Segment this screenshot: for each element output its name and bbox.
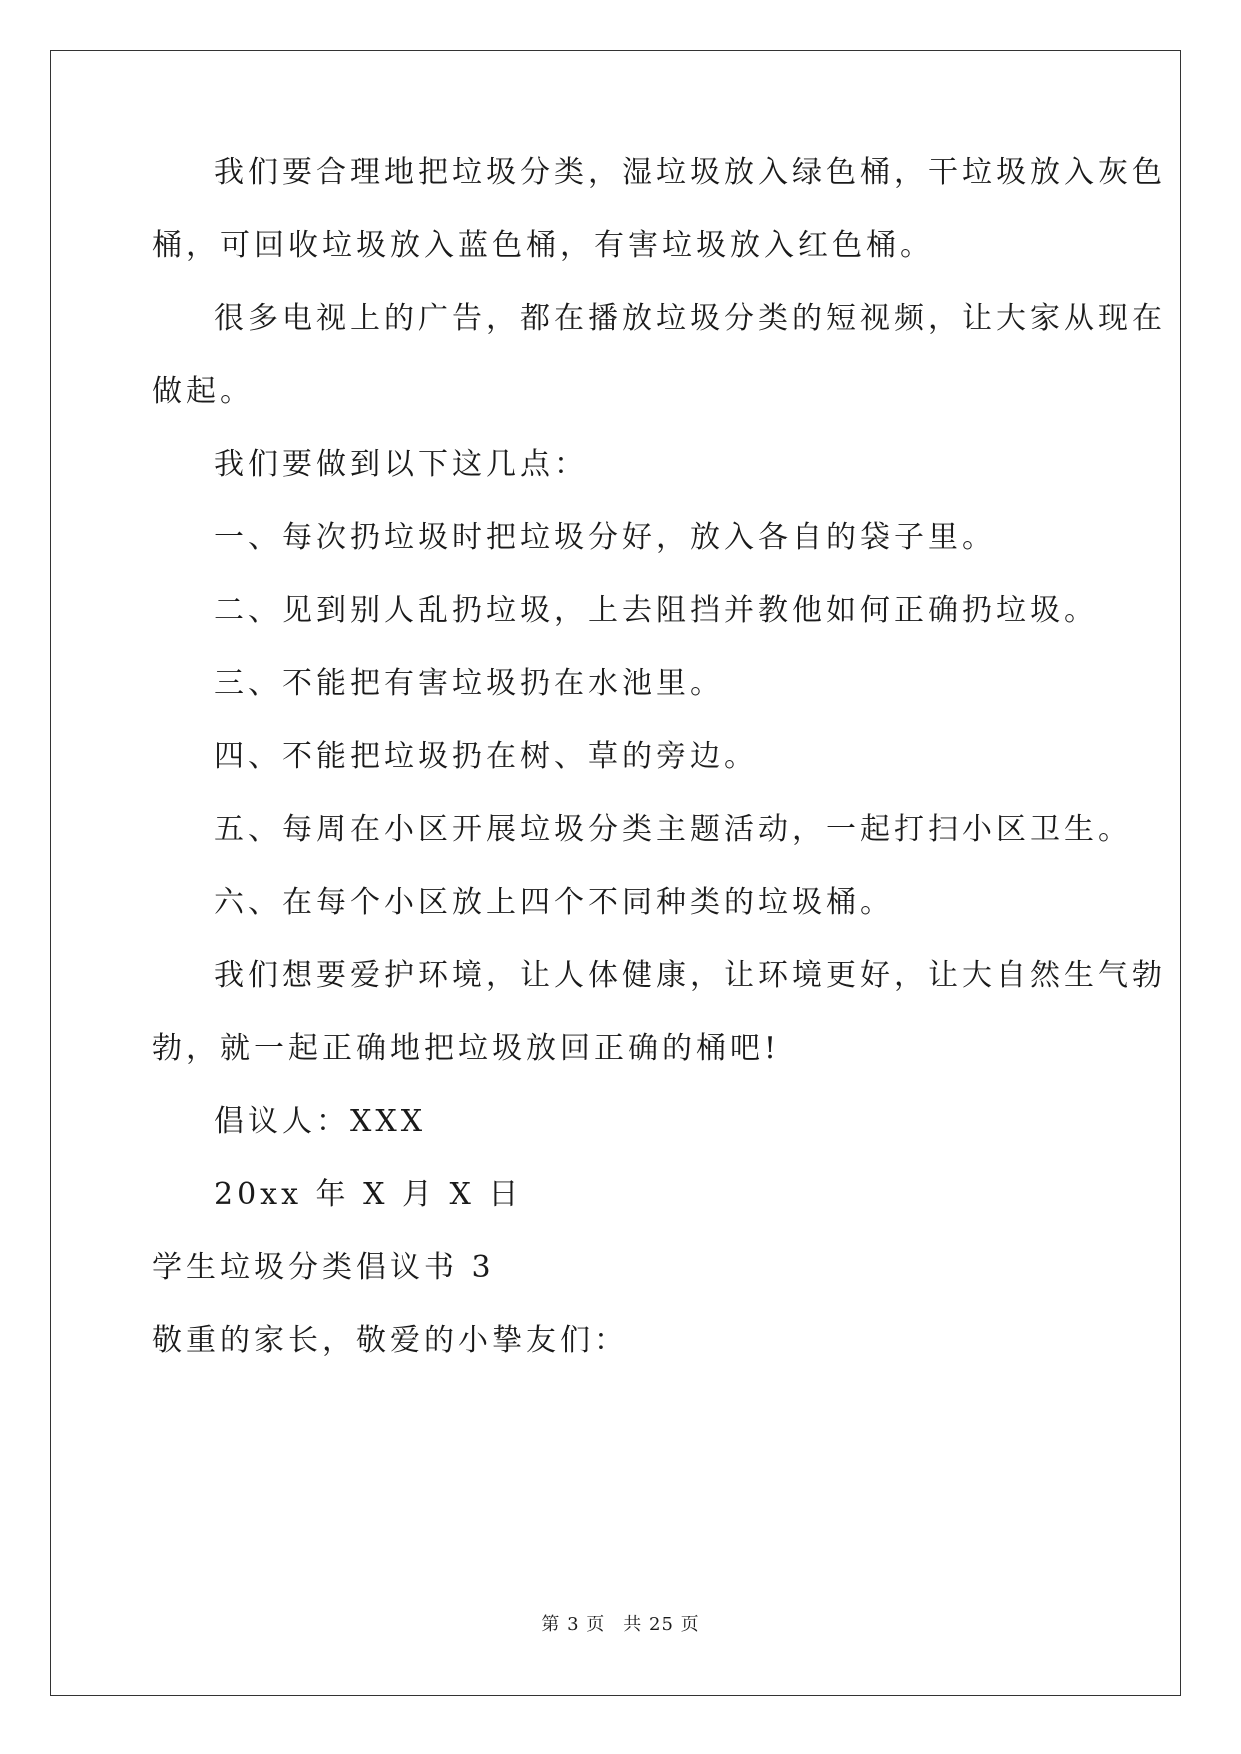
paragraph-line: 我们想要爱护环境，让人体健康，让环境更好，让大自然生气勃 bbox=[214, 958, 1166, 993]
list-item: 五、每周在小区开展垃圾分类主题活动，一起打扫小区卫生。 bbox=[214, 812, 1132, 847]
paragraph-line: 勃，就一起正确地把垃圾放回正确的桶吧! bbox=[152, 1031, 781, 1066]
paragraph-line: 很多电视上的广告，都在播放垃圾分类的短视频，让大家从现在 bbox=[214, 301, 1166, 336]
list-item: 六、在每个小区放上四个不同种类的垃圾桶。 bbox=[214, 885, 894, 920]
signature-line: 倡议人：XXX bbox=[214, 1104, 427, 1139]
page-number: 第 3 页 bbox=[541, 1614, 606, 1635]
page-border bbox=[50, 50, 1181, 1696]
paragraph-line: 做起。 bbox=[152, 374, 254, 409]
list-item: 四、不能把垃圾扔在树、草的旁边。 bbox=[214, 739, 758, 774]
list-item: 三、不能把有害垃圾扔在水池里。 bbox=[214, 666, 724, 701]
page-footer bbox=[0, 1610, 1241, 1636]
list-item: 二、见到别人乱扔垃圾，上去阻挡并教他如何正确扔垃圾。 bbox=[214, 593, 1098, 628]
paragraph-line: 我们要做到以下这几点： bbox=[214, 447, 588, 482]
page-total: 共 25 页 bbox=[623, 1614, 700, 1635]
salutation-line: 敬重的家长，敬爱的小挚友们： bbox=[152, 1323, 628, 1358]
paragraph-line: 我们要合理地把垃圾分类，湿垃圾放入绿色桶，干垃圾放入灰色 bbox=[214, 155, 1166, 190]
list-item: 一、每次扔垃圾时把垃圾分好，放入各自的袋子里。 bbox=[214, 520, 996, 555]
paragraph-line: 桶，可回收垃圾放入蓝色桶，有害垃圾放入红色桶。 bbox=[152, 228, 934, 263]
section-title: 学生垃圾分类倡议书 3 bbox=[152, 1250, 495, 1285]
date-line: 20xx 年 X 月 X 日 bbox=[214, 1177, 523, 1212]
